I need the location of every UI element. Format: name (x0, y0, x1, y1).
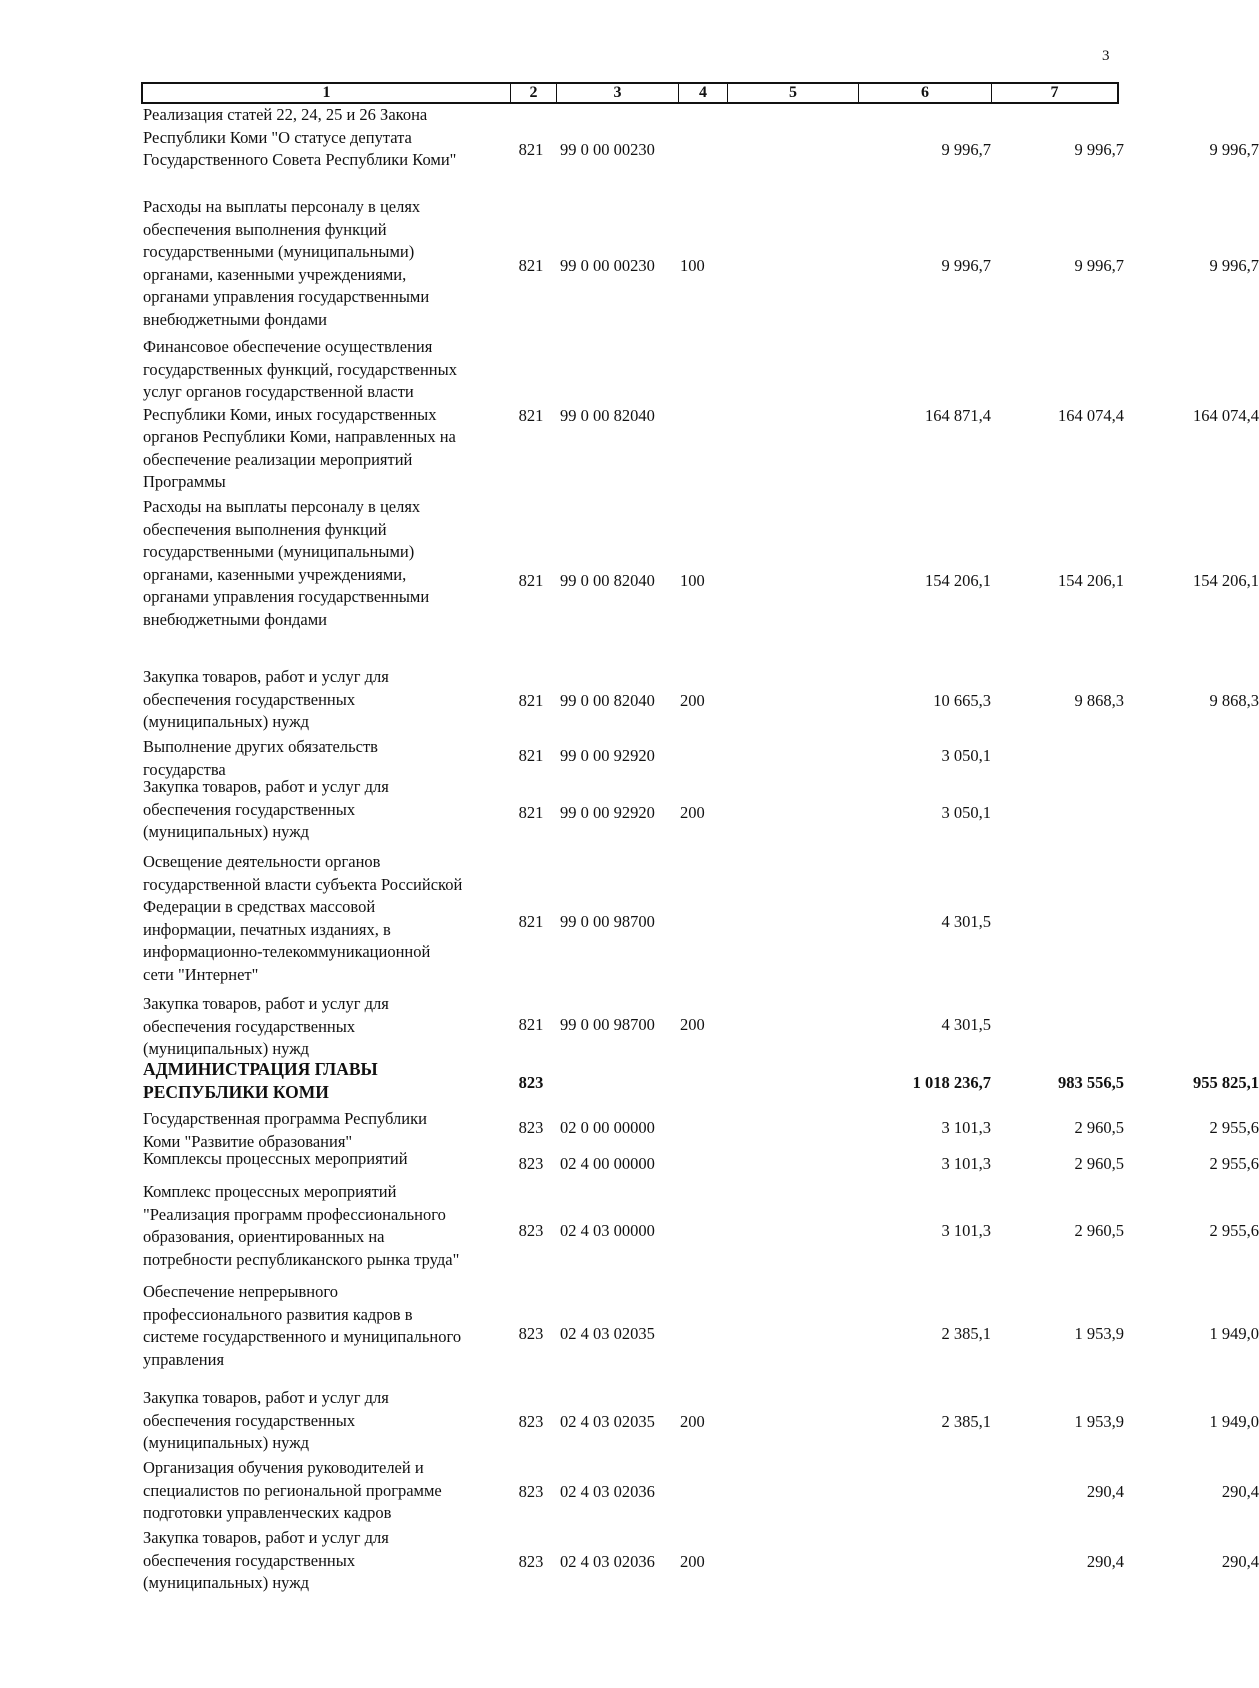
row-ved: 821 (518, 911, 544, 931)
row-year-2: 290,4 (1086, 1481, 1124, 1501)
row-name: Финансовое обеспечение осуществления государственных функций, государственных услуг органов государственной власти Республики Коми, иных государственных органов Республики Коми, направленных на обеспечение реализации мероприятий Программы (143, 337, 457, 491)
row-year-1: 4 301,5 (941, 911, 991, 931)
row-ved: 821 (518, 139, 544, 159)
row-vr (680, 336, 720, 496)
row-ved: 823 (518, 1551, 544, 1571)
table-row (141, 993, 1119, 1058)
row-year-3: 290,4 (1221, 1551, 1259, 1571)
table-row (141, 1108, 1259, 1151)
row-csr: 99 0 00 98700 (560, 1015, 655, 1035)
row-ved: 823 (518, 1481, 544, 1501)
row-ved: 821 (518, 405, 544, 425)
row-vr: 100 (680, 570, 705, 590)
row-ved: 821 (518, 745, 544, 765)
row-csr (560, 1058, 670, 1108)
row-year-2: 983 556,5 (1058, 1072, 1124, 1092)
header-col-3: 3 (556, 84, 678, 102)
row-year-3: 164 074,4 (1193, 405, 1259, 425)
row-csr: 02 4 03 02036 (560, 1551, 655, 1571)
row-name: Выполнение других обязательств государства (143, 737, 378, 779)
row-csr: 99 0 00 82040 (560, 570, 655, 590)
row-year-3: 9 996,7 (1209, 139, 1259, 159)
row-vr (680, 1457, 720, 1527)
row-year-2: 1 953,9 (1074, 1411, 1124, 1431)
row-year-2: 290,4 (1086, 1551, 1124, 1571)
row-year-2: 154 206,1 (1058, 570, 1124, 590)
row-year-1: 3 101,3 (941, 1220, 991, 1240)
row-year-3: 9 996,7 (1209, 255, 1259, 275)
table-row (141, 1527, 1259, 1597)
row-vr: 200 (680, 803, 705, 823)
row-ved: 823 (518, 1220, 544, 1240)
row-name: Государственная программа Республики Коми "Развитие образования" (143, 1109, 427, 1151)
row-year-3: 9 868,3 (1209, 690, 1259, 710)
row-year-2: 9 996,7 (1074, 139, 1124, 159)
table-row (141, 196, 1259, 336)
row-year-3: 2 955,6 (1209, 1220, 1259, 1240)
row-year-1: 3 101,3 (941, 1154, 991, 1174)
table-row (141, 1387, 1259, 1457)
row-ved: 821 (518, 803, 544, 823)
row-name: Закупка товаров, работ и услуг для обеспечения государственных (муниципальных) нужд (143, 777, 389, 841)
row-year-1: 9 996,7 (941, 139, 991, 159)
row-year-3 (1021, 993, 1259, 1058)
row-name: Организация обучения руководителей и специалистов по региональной программе подготовки управленческих кадров (143, 1458, 442, 1522)
row-name: Комплексы процессных мероприятий (143, 1149, 408, 1168)
table-row (141, 496, 1259, 666)
row-year-2: 164 074,4 (1058, 405, 1124, 425)
table-row (141, 104, 1259, 196)
row-year-1: 2 385,1 (941, 1323, 991, 1343)
row-year-3: 1 949,0 (1209, 1411, 1259, 1431)
table-header (141, 82, 1119, 104)
row-csr: 02 4 03 02036 (560, 1481, 655, 1501)
row-year-1: 9 996,7 (941, 255, 991, 275)
row-ved: 821 (518, 1015, 544, 1035)
row-year-2: 2 960,5 (1074, 1154, 1124, 1174)
row-vr (680, 851, 720, 993)
row-year-1: 4 301,5 (941, 1015, 991, 1035)
row-name: Закупка товаров, работ и услуг для обеспечения государственных (муниципальных) нужд (143, 1388, 389, 1452)
row-year-2: 9 996,7 (1074, 255, 1124, 275)
table-row (141, 1148, 1259, 1181)
row-csr: 02 4 03 00000 (560, 1220, 655, 1240)
table-row (141, 851, 1119, 993)
row-year-1: 164 871,4 (925, 405, 991, 425)
row-year-1: 10 665,3 (933, 690, 991, 710)
row-year-1: 3 050,1 (941, 803, 991, 823)
row-vr: 200 (680, 1551, 705, 1571)
row-vr: 200 (680, 690, 705, 710)
row-name: АДМИНИСТРАЦИЯ ГЛАВЫ РЕСПУБЛИКИ КОМИ (143, 1059, 378, 1102)
row-ved: 823 (518, 1323, 544, 1343)
row-name: Расходы на выплаты персоналу в целях обеспечения выполнения функций государственными (муниципальными) органами, казенными учреждениями, органами управления государственными внебюджетными фондами (143, 197, 430, 329)
table-row (141, 736, 1119, 779)
row-name: Реализация статей 22, 24, 25 и 26 Закона Республики Коми "О статусе депутата Государственного Совета Республики Коми" (143, 105, 457, 169)
row-year-3 (1021, 776, 1259, 851)
row-year-1: 3 101,3 (941, 1117, 991, 1137)
row-ved: 823 (518, 1154, 544, 1174)
row-year-3: 955 825,1 (1193, 1072, 1259, 1092)
row-year-2: 2 960,5 (1074, 1220, 1124, 1240)
header-col-2: 2 (510, 84, 556, 102)
row-csr: 99 0 00 92920 (560, 745, 655, 765)
row-vr (680, 1181, 720, 1281)
row-year-2: 1 953,9 (1074, 1323, 1124, 1343)
table-row (141, 1181, 1259, 1281)
row-year-1: 1 018 236,7 (912, 1072, 991, 1092)
row-csr: 99 0 00 00230 (560, 139, 655, 159)
row-csr: 99 0 00 82040 (560, 690, 655, 710)
row-year-1: 2 385,1 (941, 1411, 991, 1431)
row-name: Комплекс процессных мероприятий "Реализация программ профессионального образования, ориентированных на потребности республиканского рынка труда" (143, 1182, 460, 1269)
row-name: Закупка товаров, работ и услуг для обеспечения государственных (муниципальных) нужд (143, 994, 389, 1058)
row-csr: 02 4 00 00000 (560, 1154, 655, 1174)
row-vr: 200 (680, 1411, 705, 1431)
row-ved: 823 (518, 1117, 544, 1137)
row-year-1: 3 050,1 (941, 745, 991, 765)
row-year-2: 9 868,3 (1074, 690, 1124, 710)
table-body (141, 104, 1259, 1597)
row-csr: 99 0 00 82040 (560, 405, 655, 425)
table-row (141, 1058, 1259, 1108)
page-number: 3 (1102, 48, 1110, 64)
row-year-3: 154 206,1 (1193, 570, 1259, 590)
row-ved: 821 (518, 255, 544, 275)
row-year-1: 154 206,1 (925, 570, 991, 590)
table-row (141, 776, 1119, 851)
row-csr: 02 0 00 00000 (560, 1117, 655, 1137)
table-row (141, 1281, 1259, 1387)
row-name: Закупка товаров, работ и услуг для обеспечения государственных (муниципальных) нужд (143, 1528, 389, 1592)
row-name: Закупка товаров, работ и услуг для обеспечения государственных (муниципальных) нужд (143, 667, 389, 731)
row-name: Освещение деятельности органов государственной власти субъекта Российской Федерации в средствах массовой информации, печатных изданиях, в информационно-телекоммуникационной сети "Интернет" (143, 852, 463, 984)
row-csr: 99 0 00 92920 (560, 803, 655, 823)
header-col-5: 5 (727, 84, 858, 102)
table-row (141, 666, 1259, 736)
row-vr (680, 1058, 720, 1108)
row-year-3 (1021, 736, 1259, 776)
row-vr (680, 1148, 720, 1181)
row-ved: 821 (518, 570, 544, 590)
row-vr: 100 (680, 255, 705, 275)
row-ved: 821 (518, 690, 544, 710)
row-year-3: 1 949,0 (1209, 1323, 1259, 1343)
header-col-7: 7 (991, 84, 1117, 102)
table-row (141, 1457, 1259, 1527)
row-csr: 99 0 00 00230 (560, 255, 655, 275)
row-vr (680, 1281, 720, 1387)
header-col-4: 4 (678, 84, 727, 102)
table-row (141, 336, 1259, 496)
row-vr (680, 104, 720, 196)
row-ved: 823 (518, 1411, 544, 1431)
row-year-3: 290,4 (1221, 1481, 1259, 1501)
row-vr: 200 (680, 1015, 705, 1035)
row-year-3: 2 955,6 (1209, 1117, 1259, 1137)
row-csr: 02 4 03 02035 (560, 1323, 655, 1343)
row-csr: 02 4 03 02035 (560, 1411, 655, 1431)
row-name: Обеспечение непрерывного профессионального развития кадров в системе государственного и муниципального управления (143, 1282, 462, 1369)
row-year-3: 2 955,6 (1209, 1154, 1259, 1174)
row-vr (680, 736, 720, 776)
row-year-2: 2 960,5 (1074, 1117, 1124, 1137)
header-col-6: 6 (858, 84, 991, 102)
row-ved: 823 (518, 1072, 544, 1092)
row-year-3 (1021, 851, 1259, 993)
row-csr: 99 0 00 98700 (560, 911, 655, 931)
header-col-1: 1 (322, 84, 331, 101)
row-vr (680, 1108, 720, 1148)
row-name: Расходы на выплаты персоналу в целях обеспечения выполнения функций государственными (муниципальными) органами, казенными учреждениями, органами управления государственными внебюджетными фондами (143, 497, 430, 629)
